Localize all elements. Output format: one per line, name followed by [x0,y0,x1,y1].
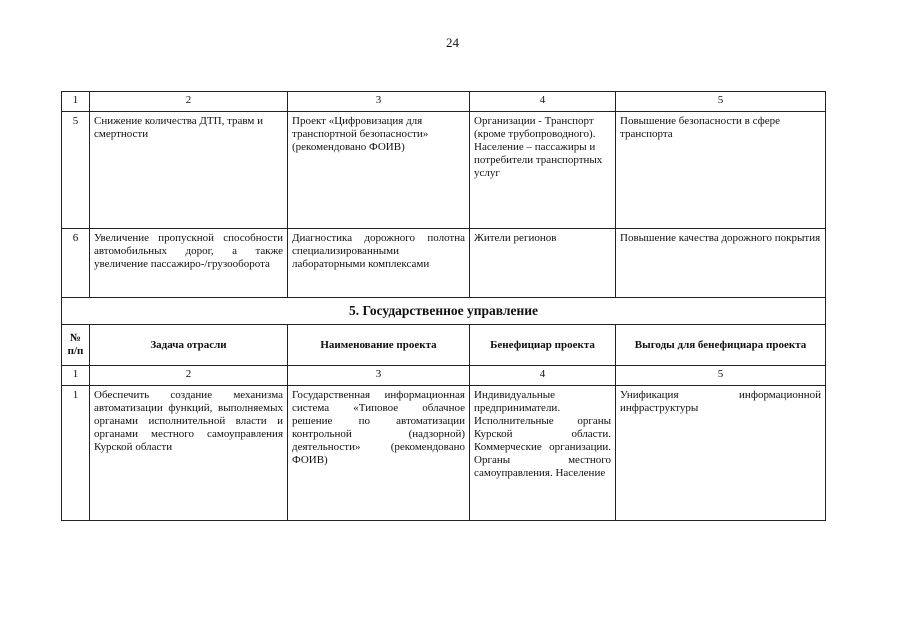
column-number: 5 [616,366,826,386]
project-cell: Проект «Цифровизация для транспортной безопасности» (рекомендовано ФОИВ) [288,112,470,229]
table-row [62,229,826,298]
project-cell: Государственная информационная система «Типовое облачное решение по автоматизации контрольной (надзорной) деятельности» (рекомендовано ФОИВ) [288,386,470,521]
benefits-cell: Повышение безопасности в сфере транспорта [616,112,826,229]
beneficiary-cell: Организации - Транспорт (кроме трубопроводного). Население – пассажиры и потребители транспортных услуг [470,112,616,229]
column-number-row [62,92,826,112]
column-number: 5 [616,92,826,112]
column-number: 1 [62,366,90,386]
benefits-cell: Унификация информационной инфраструктуры [616,386,826,521]
row-number: 1 [62,386,90,521]
column-number-row [62,366,826,386]
header-benefits: Выгоды для бенефициара проекта [616,325,826,366]
benefits-cell: Повышение качества дорожного покрытия [616,229,826,298]
section-title: 5. Государственное управление [62,298,826,325]
beneficiary-cell: Индивидуальные предприниматели. Исполнительные органы Курской области. Коммерческие организации. Органы местного самоуправления. Население [470,386,616,521]
beneficiary-cell: Жители регионов [470,229,616,298]
table-row [62,386,826,521]
column-number: 3 [288,366,470,386]
column-number: 2 [90,92,288,112]
column-number: 1 [62,92,90,112]
column-number: 4 [470,366,616,386]
header-row [62,325,826,366]
task-cell: Обеспечить создание механизма автоматизации функций, выполняемых органами исполнительной власти и органами местного самоуправления Курской области [90,386,288,521]
column-number: 3 [288,92,470,112]
header-num: № п/п [62,325,90,366]
column-number: 4 [470,92,616,112]
column-number: 2 [90,366,288,386]
projects-table [61,91,826,521]
task-cell: Увеличение пропускной способности автомобильных дорог, а также увеличение пассажиро-/грузооборота [90,229,288,298]
section-row [62,298,826,325]
task-cell: Снижение количества ДТП, травм и смертности [90,112,288,229]
header-project: Наименование проекта [288,325,470,366]
header-beneficiary: Бенефициар проекта [470,325,616,366]
header-task: Задача отрасли [90,325,288,366]
table-row [62,112,826,229]
row-number: 5 [62,112,90,229]
page-number: 24 [446,35,459,50]
project-cell: Диагностика дорожного полотна специализированными лабораторными комплексами [288,229,470,298]
row-number: 6 [62,229,90,298]
